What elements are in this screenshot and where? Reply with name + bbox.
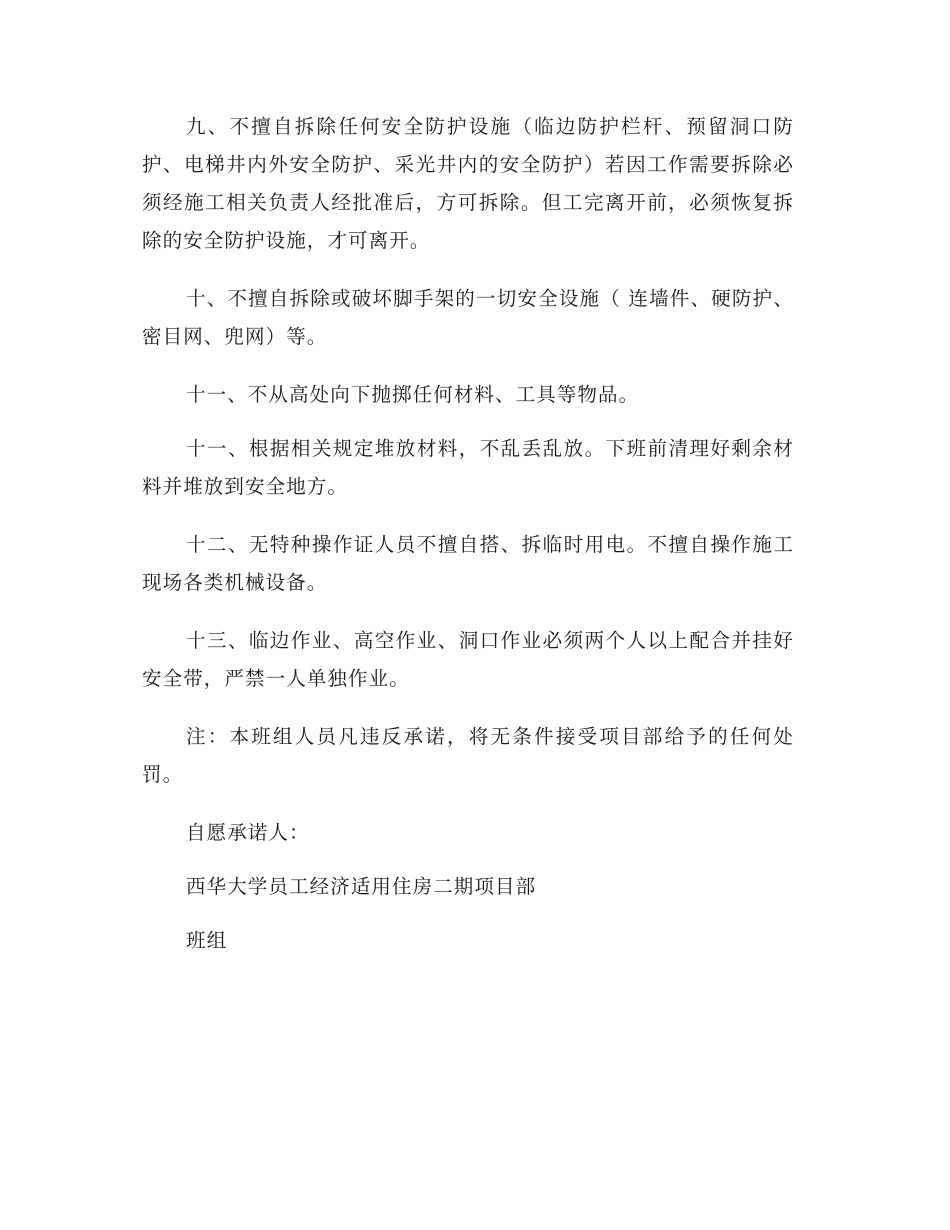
document-body <box>142 108 794 976</box>
note-paragraph: 注：本班组人员凡违反承诺，将无条件接受项目部给予的任何处罚。 <box>142 725 794 786</box>
clause-11b: 十一、根据相关规定堆放材料，不乱丢乱放。下班前清理好剩余材料并堆放到安全地方。 <box>142 437 794 498</box>
clause-9: 九、不擅自拆除任何安全防护设施（临边防护栏杆、预留洞口防护、电梯井内外安全防护、采光井内的安全防护）若因工作需要拆除必须经施工相关负责人经批准后，方可拆除。但工完离开前，必须恢复拆除的安全防护设施，才可离开。 <box>142 115 794 252</box>
clause-12: 十二、无特种操作证人员不擅自搭、拆临时用电。不擅自操作施工现场各类机械设备。 <box>142 533 794 594</box>
promisor-label: 自愿承诺人： <box>186 821 310 844</box>
clause-11a: 十一、不从高处向下抛掷任何材料、工具等物品。 <box>186 383 640 406</box>
clause-13: 十三、临边作业、高空作业、洞口作业必须两个人以上配合并挂好安全带，严禁一人单独作业。 <box>142 629 794 690</box>
project-name: 西华大学员工经济适用住房二期项目部 <box>186 875 537 898</box>
clause-10: 十、不擅自拆除或破坏脚手架的一切安全设施（ 连墙件、硬防护、密目网、兜网）等。 <box>142 287 794 348</box>
team-label: 班组 <box>186 929 228 952</box>
